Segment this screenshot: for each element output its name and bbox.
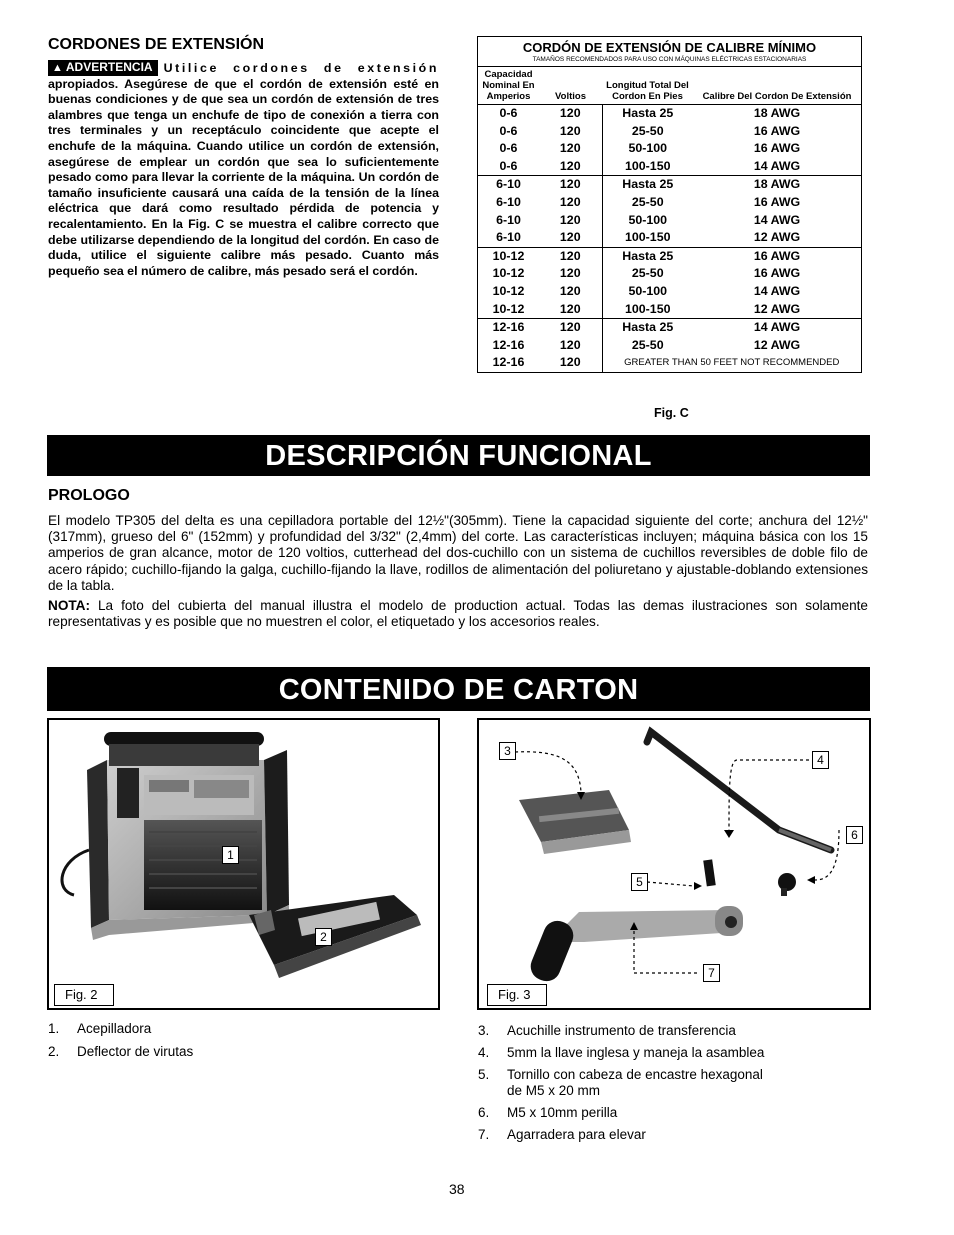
table-row — [478, 319, 861, 337]
table-row — [478, 354, 861, 372]
table-row — [478, 176, 861, 194]
cell-length: 100-150 — [602, 158, 693, 176]
callout-3: 3 — [499, 742, 516, 760]
list-item: Acepilladora — [77, 1021, 152, 1036]
cell-volts: 120 — [559, 141, 581, 156]
cell-gauge: 16 AWG — [753, 266, 801, 281]
cell-amps: 12-16 — [492, 320, 525, 335]
list-item-number: 3. — [478, 1023, 490, 1038]
cell-volts: 120 — [559, 248, 581, 263]
nota-paragraph — [48, 598, 868, 630]
contents-list-right — [478, 1020, 818, 1150]
planer-illustration — [49, 720, 438, 1008]
fig3-label: Fig. 3 — [487, 984, 547, 1006]
cell-length: Hasta 25 — [602, 319, 693, 337]
callout-4: 4 — [812, 751, 829, 769]
nota-label: NOTA: — [48, 598, 91, 613]
warning-triangle-icon: ▲ — [52, 62, 63, 74]
section-banner-carton: CONTENIDO DE CARTON — [47, 667, 870, 711]
page-number: 38 — [449, 1181, 465, 1197]
list-item-number: 4. — [478, 1045, 490, 1060]
cell-gauge: 14 AWG — [753, 212, 801, 227]
figure-2 — [47, 718, 440, 1010]
prologo-text: El modelo TP305 del delta es una cepilladora portable del 12½"(305mm). Tiene la capacidad siguiente del corte; anchura del 12½"(317mm), grueso del 6" (152mm) y profundidad del 3/32" (2,4mm) del corte. Las características incluyen; máquina básica con los 15 amperios de gran alcance, motor de 120 voltios, cutterhead del dos-cuchillo con un sistema de cuchillos reversibles de doble filo de acero rápido; cuchillo-fijando la galga, cuchillo-fijando la llave, rodillos de alimentación del poliuretano y ajustable-doblando extensiones de la tabla. — [48, 513, 868, 593]
contents-list-left — [48, 1018, 428, 1078]
list-item: Deflector de virutas — [77, 1044, 194, 1059]
fig2-label: Fig. 2 — [54, 984, 114, 1006]
callout-6: 6 — [846, 826, 863, 844]
list-item-number: 7. — [478, 1127, 490, 1142]
cell-length: 50-100 — [602, 140, 693, 158]
list-item: M5 x 10mm perilla — [507, 1105, 618, 1120]
table-row — [478, 212, 861, 230]
cell-gauge: 14 AWG — [753, 283, 801, 298]
callout-2: 2 — [315, 928, 332, 946]
cell-amps: 10-12 — [492, 248, 525, 263]
callout-1: 1 — [222, 846, 239, 864]
cord-warning-text — [48, 60, 439, 279]
cell-volts: 120 — [539, 229, 602, 247]
cell-length: 25-50 — [602, 123, 693, 141]
list-item: Tornillo con cabeza de encastre hexagonal — [507, 1067, 763, 1082]
table-row — [478, 337, 861, 355]
cell-volts: 120 — [559, 106, 581, 120]
section-banner-descripcion: DESCRIPCIÓN FUNCIONAL — [47, 435, 870, 476]
cell-gauge: 16 AWG — [753, 141, 801, 156]
table-row — [478, 265, 861, 283]
cell-gauge: 16 AWG — [753, 194, 801, 209]
cell-amps: 10-12 — [492, 283, 525, 298]
cell-amps: 12-16 — [492, 355, 525, 370]
table-row — [478, 105, 861, 123]
fig-c-caption: Fig. C — [654, 406, 689, 420]
cell-length: 50-100 — [602, 212, 693, 230]
cell-amps: 0-6 — [499, 123, 518, 138]
warning-badge — [48, 60, 158, 76]
list-item-number: 2. — [48, 1044, 60, 1059]
list-item: 5mm la llave inglesa y maneja la asamblea — [507, 1045, 765, 1060]
cell-amps: 0-6 — [499, 106, 518, 120]
cell-amps: 0-6 — [499, 141, 518, 156]
cell-length: Hasta 25 — [602, 247, 693, 265]
cell-gauge: 12 AWG — [753, 337, 801, 352]
list-item-continuation: de M5 x 20 mm — [507, 1083, 601, 1098]
nota-text: La foto del cubierta del manual illustra el modelo de production actual. Todas las demas ilustraciones son solamente representativas y es posible que no muestren el color, el etiquetado y los accesorios reales. — [48, 598, 868, 630]
warning-label: ADVERTENCIA — [65, 60, 153, 74]
cell-length: Hasta 25 — [602, 105, 693, 123]
header-gauge: Calibre Del Cordon De Extensión — [693, 67, 861, 105]
table-row — [478, 123, 861, 141]
cell-length: 25-50 — [602, 265, 693, 283]
cell-amps: 10-12 — [492, 266, 525, 281]
cell-volts: 120 — [559, 266, 581, 281]
table-row — [478, 283, 861, 301]
cell-amps: 6-10 — [496, 194, 521, 209]
cell-length: 25-50 — [602, 194, 693, 212]
cell-length: 100-150 — [602, 229, 693, 247]
cell-amps: 12-16 — [492, 337, 525, 352]
cell-note: GREATER THAN 50 FEET NOT RECOMMENDED — [602, 354, 861, 372]
cell-volts: 120 — [559, 355, 581, 370]
cell-gauge: 16 AWG — [753, 248, 801, 263]
table-row — [478, 301, 861, 319]
callout-7: 7 — [703, 964, 720, 982]
warning-body: apropiados. Asegúrese de que el cordón de extensión esté en buenas condiciones y de que sea un cordón de extensión de tres alambres que tenga un enchufe de tipo de conexión a tierra con tres terminales y un receptáculo coincidente que acepte el enchufe de la máquina. Cuando utilice un cordón de extensión, asegúrese de emplear un cordón que sea lo suficientemente pesado como para llevar la corriente de la máquina. Un cordón de tamaño insuficiente causará una caída de la tensión de la línea eléctrica que dará como resultado pérdida de potencia y recalentamiento. En la Fig. C se muestra el calibre correcto que debe utilizarse dependiendo de la longitud del cordón. En caso de duda, utilice el siguiente calibre más pesado. Cuanto más pequeño sea el número de calibre, más pesado será el cordón. — [48, 76, 439, 278]
cell-amps: 6-10 — [496, 177, 521, 192]
cell-gauge: 14 AWG — [693, 158, 861, 176]
cell-gauge: 14 AWG — [753, 320, 801, 335]
cord-gauge-table — [477, 36, 862, 373]
table-row — [478, 194, 861, 212]
cell-volts: 120 — [559, 123, 581, 138]
cell-gauge: 18 AWG — [753, 177, 801, 192]
table-row — [478, 158, 861, 176]
prologo-heading: PROLOGO — [48, 487, 130, 504]
header-amps: Capacidad Nominal En Amperios — [478, 67, 539, 105]
cell-volts: 120 — [559, 337, 581, 352]
callout-5: 5 — [631, 873, 648, 891]
list-item-number: 6. — [478, 1105, 490, 1120]
table-row — [478, 140, 861, 158]
warning-lead: Utilice cordones de extensión — [163, 61, 439, 75]
cell-volts: 120 — [539, 301, 602, 319]
accessories-illustration — [479, 720, 869, 1008]
list-item: Acuchille instrumento de transferencia — [507, 1023, 736, 1038]
cell-length: 50-100 — [602, 283, 693, 301]
cell-gauge: 18 AWG — [753, 106, 801, 120]
cell-amps: 0-6 — [478, 158, 539, 176]
cell-volts: 120 — [559, 320, 581, 335]
cell-gauge: 12 AWG — [693, 229, 861, 247]
list-item-number: 1. — [48, 1021, 60, 1036]
table-row — [478, 247, 861, 265]
cell-gauge: 16 AWG — [753, 123, 801, 138]
cell-amps: 10-12 — [478, 301, 539, 319]
table-row — [478, 229, 861, 247]
cell-length: 25-50 — [602, 337, 693, 355]
cell-gauge: 12 AWG — [693, 301, 861, 319]
cell-volts: 120 — [559, 194, 581, 209]
cell-amps: 6-10 — [478, 229, 539, 247]
cell-volts: 120 — [559, 283, 581, 298]
cell-volts: 120 — [559, 212, 581, 227]
list-item-number: 5. — [478, 1067, 490, 1082]
table-subtitle: TAMAÑOS RECOMENDADOS PARA USO CON MÁQUINAS ELÉCTRICAS ESTACIONARIAS — [478, 55, 861, 67]
cell-amps: 6-10 — [496, 212, 521, 227]
header-volts: Voltios — [539, 67, 602, 105]
cell-volts: 120 — [559, 177, 581, 192]
header-length: Longitud Total Del Cordon En Pies — [602, 67, 693, 105]
cord-heading: CORDONES DE EXTENSIÓN — [48, 36, 265, 53]
cell-length: 100-150 — [602, 301, 693, 319]
cell-volts: 120 — [539, 158, 602, 176]
list-item: Agarradera para elevar — [507, 1127, 646, 1142]
table-title: CORDÓN DE EXTENSIÓN DE CALIBRE MÍNIMO — [522, 40, 817, 55]
figure-3 — [477, 718, 871, 1010]
cell-length: Hasta 25 — [602, 176, 693, 194]
